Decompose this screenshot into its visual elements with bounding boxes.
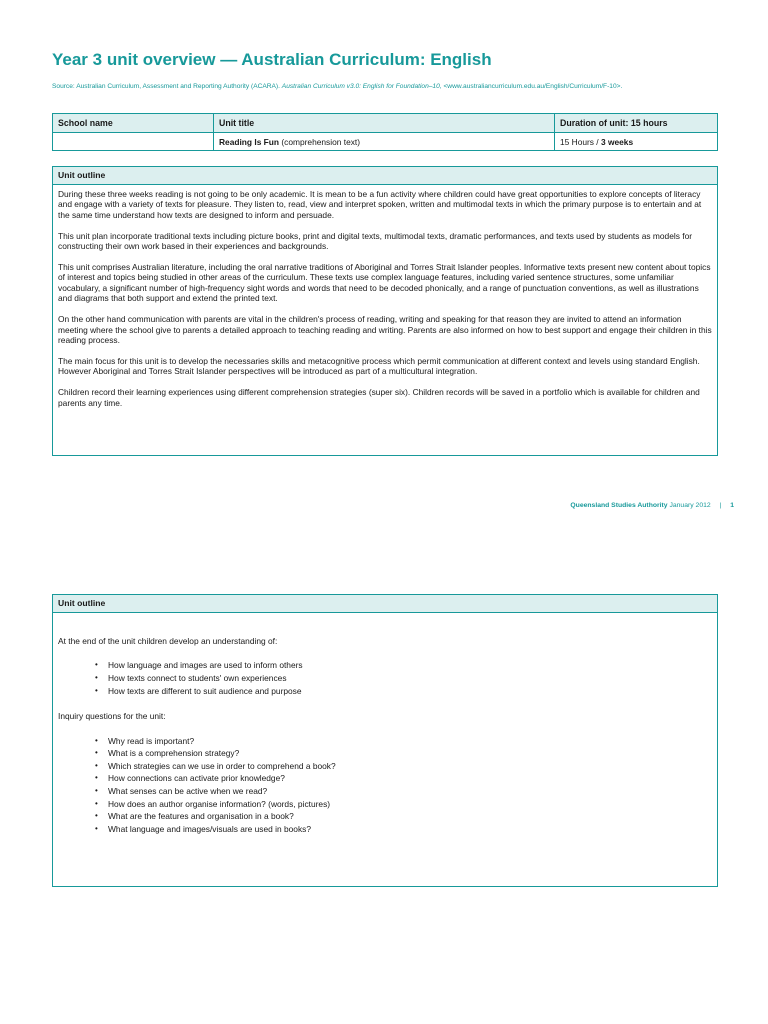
- footer-organisation: Queensland Studies Authority: [570, 502, 668, 509]
- table-header-row: [53, 114, 718, 133]
- page-footer: [570, 502, 734, 509]
- duration-hours: 15 Hours /: [560, 136, 601, 147]
- page-number: 1: [730, 502, 734, 509]
- school-name-value: [53, 133, 214, 151]
- page-title: Year 3 unit overview — Australian Curriculum: English: [52, 50, 492, 69]
- inquiry-label: Inquiry questions for the unit:: [58, 711, 166, 722]
- outline-paragraph: On the other hand communication with parents are vital in the children's process of reading, writing and speaking for that reason they are invited to attend an information meeting where the school give to parents a detailed approach to teaching reading and writing. Parents are also informed on how to best support and engage their children in this reading process.: [58, 314, 712, 345]
- unit-details-table: [52, 113, 718, 151]
- unit-outline-heading: Unit outline: [53, 167, 717, 185]
- inquiry-questions-list: [58, 735, 712, 836]
- list-item: • How does an author organise information? (words, pictures): [108, 798, 712, 811]
- list-item: • What language and images/visuals are used in books?: [108, 823, 712, 836]
- footer-date: January 2012: [669, 502, 711, 509]
- list-item: • How language and images are used to inform others: [108, 659, 712, 672]
- unit-outline-body-2: [53, 613, 717, 853]
- list-item: • Why read is important?: [108, 735, 712, 748]
- list-item: • How texts connect to students' own experiences: [108, 672, 712, 685]
- outline-paragraph: This unit comprises Australian literature, including the oral narrative traditions of Aboriginal and Torres Strait Islander peoples. Informative texts present new content about topics of interest and topics being studied in other areas of the curriculum. These texts use complex language features, including varied sentence structures, some unfamiliar vocabulary, a significant number of high-frequency sight words and words that need to be decoded phonically, and a range of punctuation conventions, as well as illustrations and diagrams that both support and extend the printed text.: [58, 262, 711, 304]
- list-item: • What senses can be active when we read?: [108, 785, 712, 798]
- unit-outline-box-2: [52, 594, 718, 887]
- duration-value: [555, 133, 718, 151]
- list-item: • What is a comprehension strategy?: [108, 747, 712, 760]
- list-item: • How connections can activate prior knowledge?: [108, 772, 712, 785]
- table-value-row: [53, 133, 718, 151]
- list-item: • Which strategies can we use in order to comprehend a book?: [108, 760, 712, 773]
- understanding-intro: At the end of the unit children develop an understanding of:: [58, 636, 278, 646]
- outline-paragraph: The main focus for this unit is to develop the necessaries skills and metacognitive process which permit communication at different context and levels using standard English. However Aboriginal and Torres Strait Islander perspectives will be introduced as part of a multicultural integration.: [58, 355, 700, 377]
- unit-title-value: [214, 133, 555, 151]
- unit-title-rest: (comprehension text): [279, 136, 361, 147]
- duration-label: Duration of unit: 15 hours: [555, 114, 718, 133]
- unit-outline-body: [53, 185, 717, 423]
- understandings-list: [58, 659, 712, 697]
- unit-title-label: Unit title: [214, 114, 555, 133]
- unit-title-bold: Reading Is Fun: [219, 136, 280, 147]
- school-name-label: School name: [53, 114, 214, 133]
- list-item: • How texts are different to suit audience and purpose: [108, 685, 712, 698]
- outline-paragraph: Children record their learning experiences using different comprehension strategies (super six). Children records will be saved in a portfolio which is available for children and parents any time.: [58, 387, 700, 408]
- outline-paragraph: This unit plan incorporate traditional texts including picture books, print and digital texts, multimodal texts, dramatic performances, and texts used by students as models for constructing their own work based in their experiences and backgrounds.: [58, 230, 693, 252]
- source-citation: [52, 83, 722, 90]
- list-item: • What are the features and organisation in a book?: [108, 810, 712, 823]
- source-url: <www.australiancurriculum.edu.au/English/Curriculum/F-10>.: [443, 83, 623, 90]
- footer-separator: |: [719, 502, 722, 509]
- duration-weeks: 3 weeks: [600, 136, 634, 147]
- source-title: Australian Curriculum v3.0: English for Foundation–10,: [281, 83, 442, 90]
- unit-outline-heading-2: Unit outline: [53, 595, 717, 613]
- unit-outline-box: [52, 166, 718, 456]
- source-prefix: Source: Australian Curriculum, Assessment and Reporting Authority (ACARA).: [52, 83, 280, 90]
- outline-paragraph: During these three weeks reading is not going to be only academic. It is mean to be a fun activity where children could have great opportunities to explore concepts of literacy and engage with a variety of texts for pleasure. They listen to, read, view and interpret spoken, written and multimodal texts in which the primary purpose is to entertain and at the same time understand how texts are designed to inform and persuade.: [58, 189, 702, 220]
